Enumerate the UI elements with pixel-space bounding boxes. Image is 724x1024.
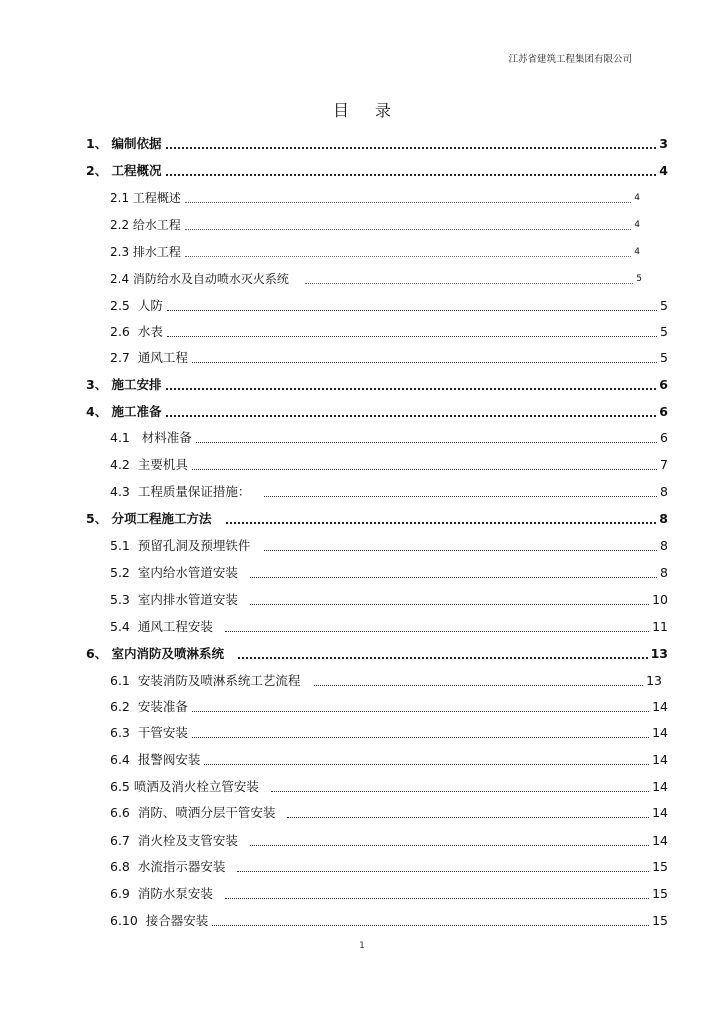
dot-leader <box>250 577 657 578</box>
toc-entry-page: 4 <box>634 193 640 203</box>
dot-leader <box>185 256 631 257</box>
toc-entry[interactable] <box>110 858 668 876</box>
toc-entry[interactable] <box>86 135 668 153</box>
toc-entry-page: 14 <box>652 833 668 848</box>
toc-entry-label: 3、 施工安排 <box>86 377 162 392</box>
toc-entry-page: 7 <box>660 457 668 472</box>
toc-entry[interactable] <box>86 510 668 528</box>
toc-entry[interactable] <box>110 885 668 903</box>
toc-entry[interactable] <box>110 832 668 850</box>
toc-entry-page: 15 <box>652 913 668 928</box>
toc-entry-label: 6.2 安装准备 <box>110 699 188 714</box>
toc-entry[interactable] <box>86 162 668 180</box>
dot-leader <box>250 604 649 605</box>
toc-entry-page: 6 <box>659 377 668 392</box>
toc-entry-label: 2.5 人防 <box>110 298 163 313</box>
toc-entry-page: 6 <box>660 430 668 445</box>
dot-leader <box>167 310 657 311</box>
dot-leader <box>226 522 657 524</box>
toc-entry[interactable] <box>110 672 662 690</box>
dot-leader <box>192 711 649 712</box>
toc-entry-page: 8 <box>660 565 668 580</box>
toc-entry[interactable] <box>110 537 668 555</box>
dot-leader <box>185 202 631 203</box>
dot-leader <box>225 631 649 632</box>
dot-leader <box>225 898 649 899</box>
toc-entry-label: 1、 编制依据 <box>86 136 162 151</box>
toc-entry-page: 14 <box>652 805 668 820</box>
toc-entry-page: 13 <box>650 646 668 661</box>
toc-entry[interactable] <box>110 349 668 367</box>
dot-leader <box>305 283 633 284</box>
toc-entry[interactable] <box>110 189 640 207</box>
header-company-name: 江苏省建筑工程集团有限公司 <box>508 54 632 65</box>
toc-entry-label: 4、 施工准备 <box>86 404 162 419</box>
page-number: 1 <box>359 941 365 951</box>
toc-entry-label: 2.3 排水工程 <box>110 245 181 259</box>
dot-leader <box>166 415 657 417</box>
toc-entry-page: 14 <box>652 725 668 740</box>
dot-leader <box>212 925 649 926</box>
toc-entry-label: 6.1 安装消防及喷淋系统工艺流程 <box>110 673 301 688</box>
dot-leader <box>166 388 657 390</box>
dot-leader <box>287 817 649 818</box>
dot-leader <box>264 550 657 551</box>
toc-entry-page: 5 <box>660 350 668 365</box>
toc-entry[interactable] <box>110 912 668 930</box>
dot-leader <box>204 764 649 765</box>
dot-leader <box>238 657 648 659</box>
toc-entry-page: 8 <box>659 511 668 526</box>
toc-entry-label: 5.1 预留孔洞及预埋铁件 <box>110 538 251 553</box>
toc-entry[interactable] <box>110 591 668 609</box>
toc-entry-label: 6.8 水流指示器安装 <box>110 859 226 874</box>
toc-entry-page: 10 <box>652 592 668 607</box>
toc-entry-page: 4 <box>659 163 668 178</box>
toc-entry-label: 5、 分项工程施工方法 <box>86 511 212 526</box>
toc-entry-label: 6.7 消火栓及支管安装 <box>110 833 238 848</box>
toc-entry-label: 4.2 主要机具 <box>110 457 188 472</box>
toc-entry-label: 6.4 报警阀安装 <box>110 752 201 767</box>
toc-entry[interactable] <box>110 778 668 796</box>
toc-entry[interactable] <box>86 376 668 394</box>
toc-entry-page: 4 <box>634 247 640 257</box>
toc-entry-page: 3 <box>659 136 668 151</box>
dot-leader <box>192 737 649 738</box>
toc-entry[interactable] <box>110 456 668 474</box>
toc-entry-label: 6、 室内消防及喷淋系统 <box>86 646 225 661</box>
toc-entry-page: 5 <box>636 274 642 284</box>
toc-entry[interactable] <box>86 645 668 663</box>
dot-leader <box>237 871 649 872</box>
toc-entry-label: 2.4 消防给水及自动喷水灭火系统 <box>110 272 289 286</box>
dot-leader <box>250 845 649 846</box>
toc-entry-page: 8 <box>660 538 668 553</box>
toc-entry-page: 5 <box>660 324 668 339</box>
toc-entry[interactable] <box>110 483 668 501</box>
toc-entry-label: 4.1 材料准备 <box>110 430 192 445</box>
toc-entry-label: 6.6 消防、喷洒分层干管安装 <box>110 805 276 820</box>
toc-entry-page: 4 <box>634 220 640 230</box>
toc-entry[interactable] <box>110 618 668 636</box>
toc-entry[interactable] <box>110 243 640 261</box>
toc-entry[interactable] <box>86 403 668 421</box>
toc-entry-page: 13 <box>646 673 662 688</box>
toc-entry-label: 5.4 通风工程安装 <box>110 619 213 634</box>
dot-leader <box>264 496 657 497</box>
dot-leader <box>192 469 657 470</box>
toc-entry-label: 2.6 水表 <box>110 324 163 339</box>
toc-entry[interactable] <box>110 751 668 769</box>
toc-entry[interactable] <box>110 270 642 288</box>
toc-entry-label: 2.2 给水工程 <box>110 218 181 232</box>
dot-leader <box>166 147 657 149</box>
toc-entry[interactable] <box>110 804 668 822</box>
dot-leader <box>196 442 657 443</box>
toc-entry-page: 11 <box>652 619 668 634</box>
toc-entry-page: 8 <box>660 484 668 499</box>
toc-entry[interactable] <box>110 297 668 315</box>
toc-entry-page: 14 <box>652 699 668 714</box>
dot-leader <box>167 336 657 337</box>
toc-entry-page: 6 <box>659 404 668 419</box>
toc-entry[interactable] <box>110 564 668 582</box>
toc-entry-label: 5.3 室内排水管道安装 <box>110 592 238 607</box>
toc-entry-label: 5.2 室内给水管道安装 <box>110 565 238 580</box>
dot-leader <box>271 791 649 792</box>
dot-leader <box>166 174 657 176</box>
toc-entry-label: 6.3 干管安装 <box>110 725 188 740</box>
dot-leader <box>192 362 657 363</box>
toc-entry[interactable] <box>110 323 668 341</box>
toc-entry-page: 14 <box>652 752 668 767</box>
toc-entry-label: 6.5 喷洒及消火栓立管安装 <box>110 779 259 794</box>
toc-entry[interactable] <box>110 724 668 742</box>
toc-entry-label: 2.7 通风工程 <box>110 350 188 365</box>
toc-entry[interactable] <box>110 698 668 716</box>
dot-leader <box>314 685 643 686</box>
toc-entry[interactable] <box>110 216 640 234</box>
toc-entry[interactable] <box>110 429 668 447</box>
toc-entry-label: 2.1 工程概述 <box>110 191 181 205</box>
dot-leader <box>185 229 631 230</box>
toc-entry-label: 4.3 工程质量保证措施： <box>110 484 251 499</box>
toc-entry-label: 6.9 消防水泵安装 <box>110 886 213 901</box>
toc-entry-page: 14 <box>652 779 668 794</box>
toc-entry-page: 15 <box>652 886 668 901</box>
toc-entry-label: 2、 工程概况 <box>86 163 162 178</box>
document-title: 目录 <box>332 101 417 120</box>
toc-entry-page: 5 <box>660 298 668 313</box>
toc-entry-page: 15 <box>652 859 668 874</box>
toc-entry-label: 6.10 接合器安装 <box>110 913 209 928</box>
